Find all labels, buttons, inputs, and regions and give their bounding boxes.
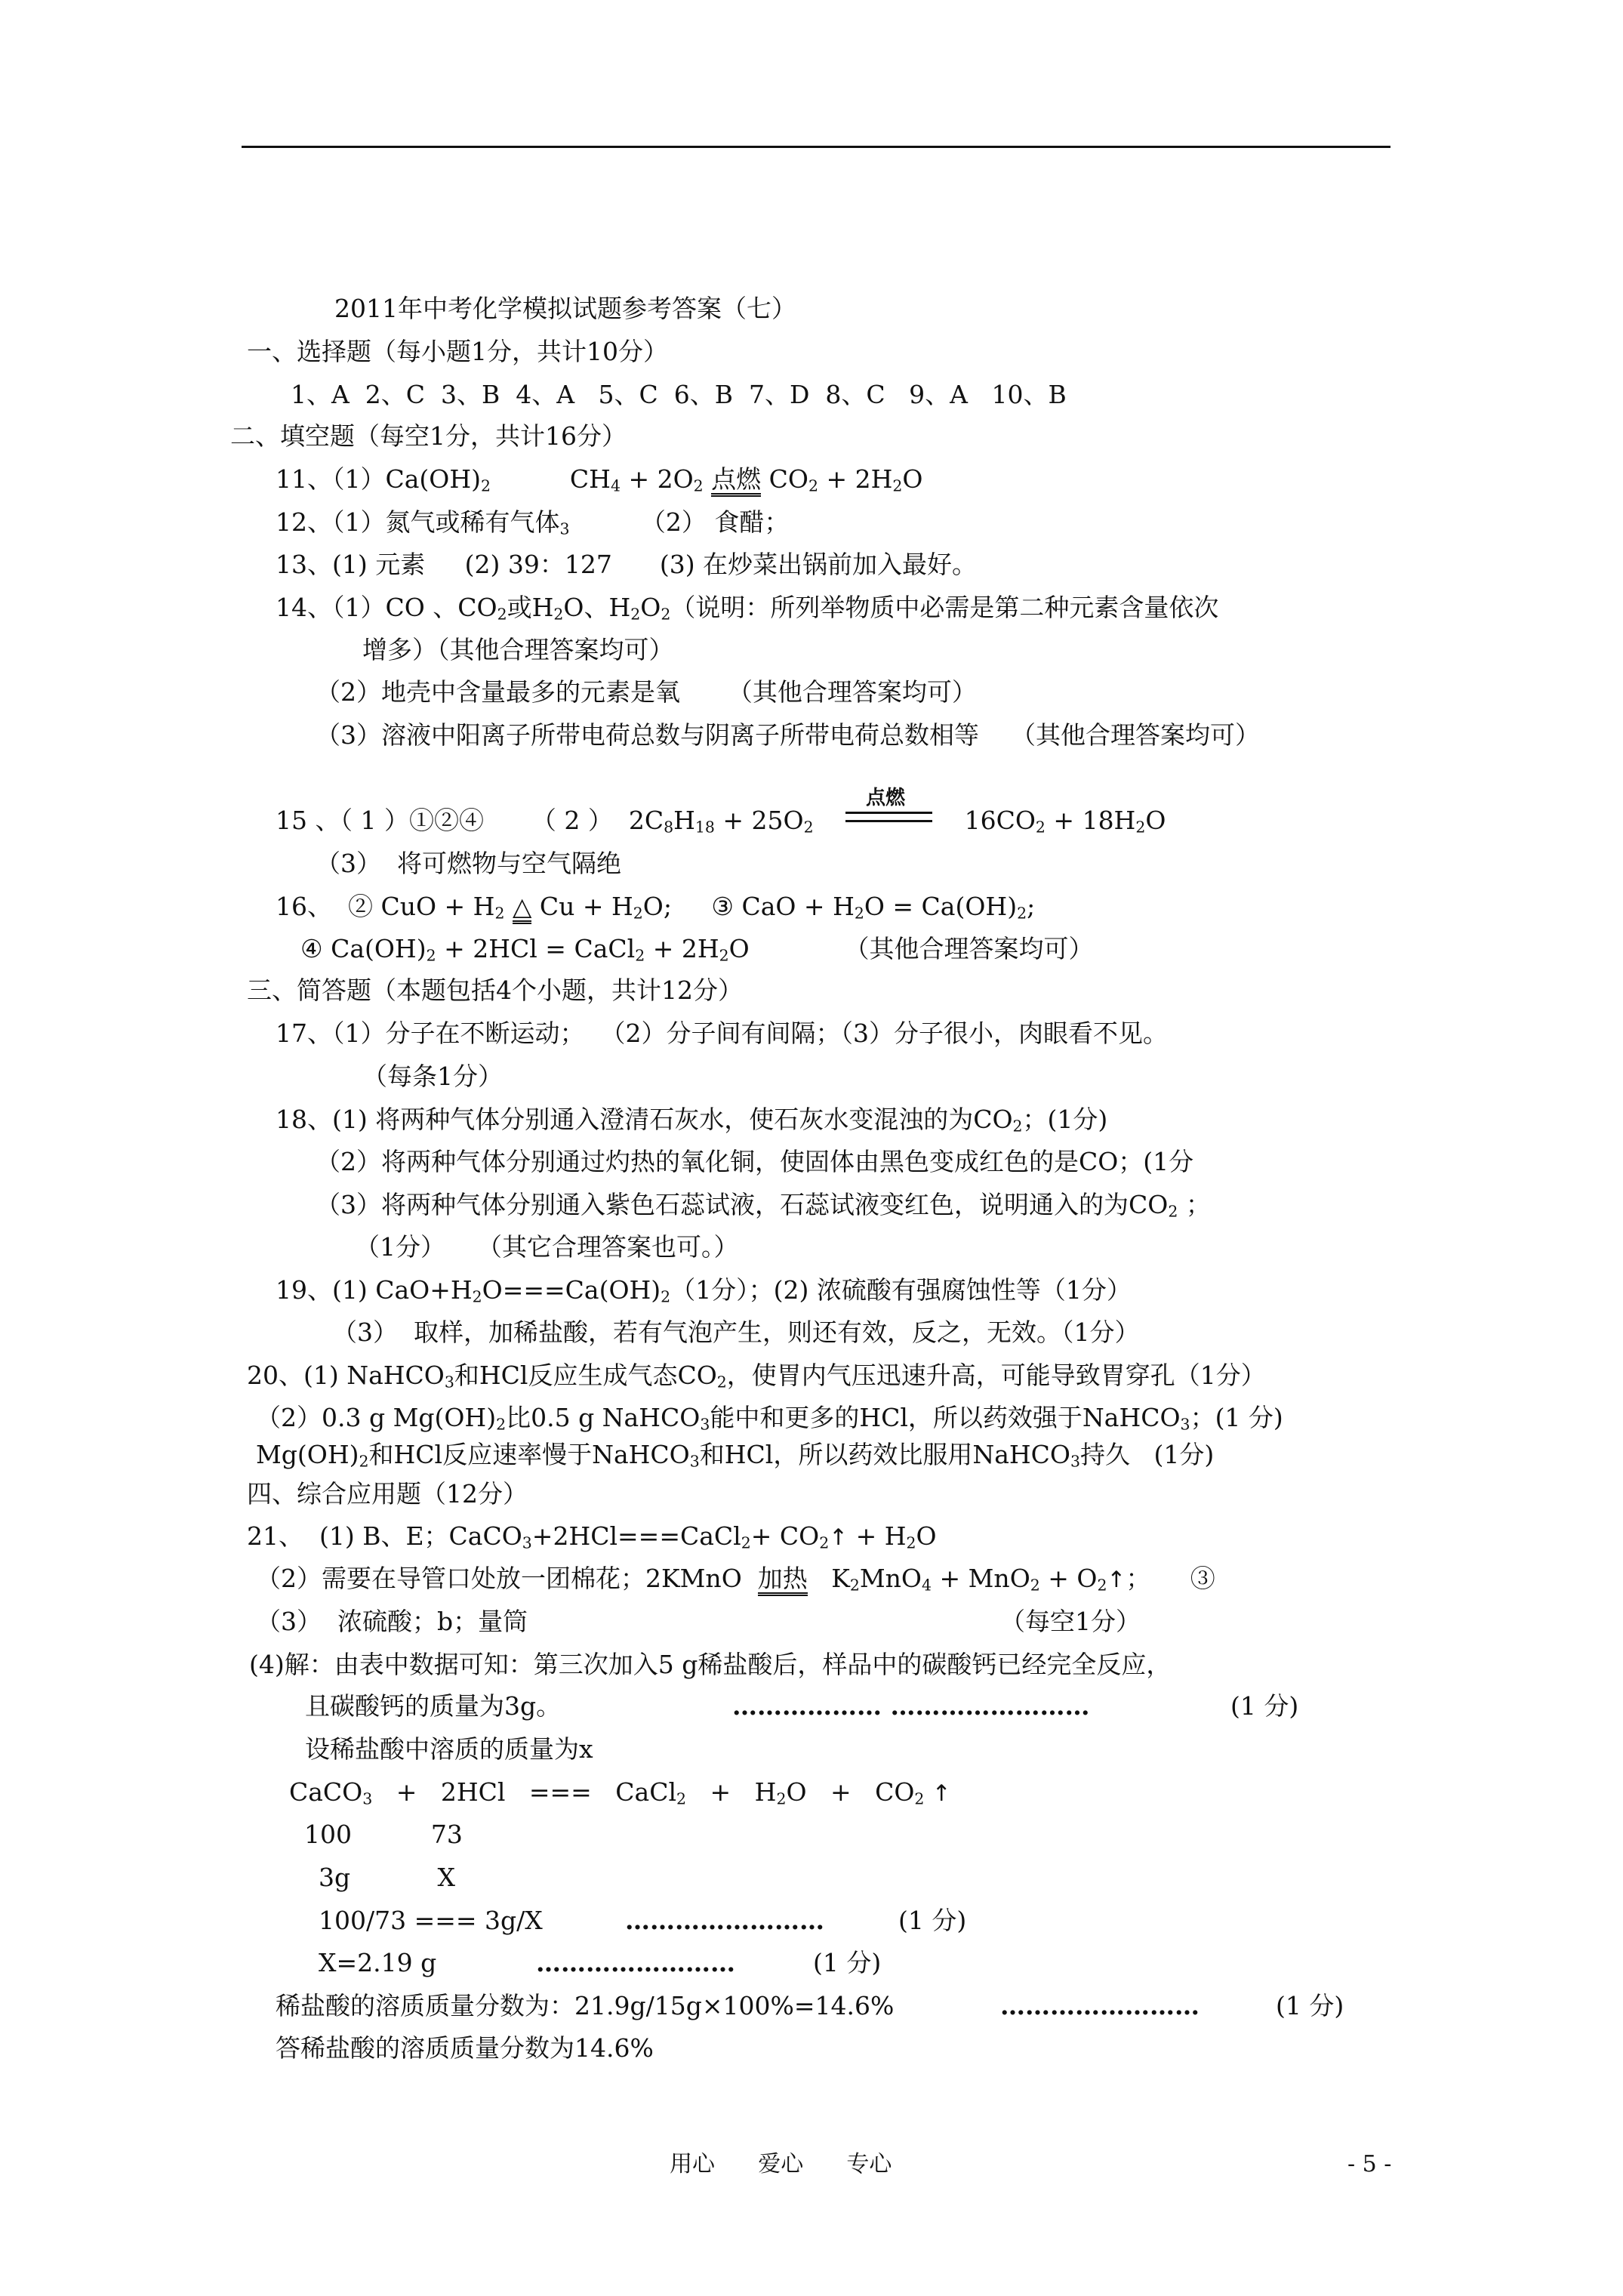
q14-line-1: 14、（1）CO 、$CO_2$或$H_2O$、$H_2O_2$（说明：所列举物质中必需是第二种元素含量依次 [276,593,1219,624]
q12-line: 12、（1）氮气或稀有气体$_3$ （2） 食醋； [276,507,790,538]
q18-line-2: （2）将两种气体分别通过灼热的氧化铜，使固体由黑色变成红色的是CO；(1分 [316,1147,1194,1176]
q21-line-10: 100/73 === 3g/X [319,1906,543,1935]
section-2-heading: 二、填空题（每空1分，共计16分） [230,421,627,451]
q18-line-4: （1分） （其它合理答案也可。） [355,1232,739,1262]
q21-line-5: 且碳酸钙的质量为3g。 [305,1691,562,1721]
q14-line-3: （2）地壳中含量最多的元素是氧 （其他合理答案均可） [316,677,977,707]
q11-line: 11、$(1)Ca(OH)_2$ $CH_4 + 2O_2$ 点燃 $CO_2 + 2H_2O$ [276,467,922,497]
q21-line-5-dots: ……………… …………………… [732,1691,1090,1721]
q21-line-11-dots: …………………… [536,1948,735,1977]
condition-heat: 加热 [758,1566,808,1596]
q18-line-1: 18、(1) 将两种气体分别通入澄清石灰水，使石灰水变混浊的为$CO_2$；(1分) [276,1105,1108,1136]
q19-line-1: 19、(1) $CaO+H_2O===Ca(OH)_2(1$分）；(2) 浓硫酸有强腐蚀性等（1分） [276,1275,1132,1306]
gas-arrow-icon: ↑ [1107,1567,1126,1593]
q21-line-12-score: (1 分) [1276,1991,1344,2020]
q20-line-1: 20、(1) NaHCO$_3$和HCl反应生成气态$CO_2$，使胃内气压迅速升高，可能导致胃穿孔（1分） [247,1361,1266,1391]
header-rule [242,146,1390,148]
q21-line-10-score: (1 分) [898,1906,967,1935]
q21-line-8: 100 73 [304,1820,463,1849]
q13-line: 13、(1) 元素 (2) 39：127 (3) 在炒菜出锅前加入最好。 [276,550,978,579]
q21-line-5-score: (1 分) [1230,1691,1299,1721]
page-number: - 5 - [1347,2151,1392,2177]
q18-line-3: （3）将两种气体分别通入紫色石蕊试液，石蕊试液变红色，说明通入的为$CO_2$ ； [316,1190,1211,1221]
equals-bar-15 [845,812,932,822]
q21-line-9: 3g X [319,1863,456,1892]
gas-arrow-icon: ↑ [932,1780,951,1807]
q16-line-1: 16、 ② CuO + $H_2$ △ $Cu + H_2O$; ③ CaO + $H_2O = Ca(OH)_2$; [276,894,1035,924]
q14-line-4: （3）溶液中阳离子所带电荷总数与阴离子所带电荷总数相等 （其他合理答案均可） [316,720,1260,750]
q15-line-1: 15 、（ 1 ）①②④ （ 2 ） $2C_8H_{18} + 25O_2$ $16CO_2 + 18H_2O$ [276,806,1166,837]
q16-line-2: ④ $Ca(OH)_2 + 2HCl$ = CaCl$_2$ + $2H_2O$ （其他合理答案均可） [300,934,1094,965]
q17-line-1: 17、（1）分子在不断运动； （2）分子间有间隔；（3）分子很小，肉眼看不见。 [276,1019,1168,1048]
q21-line-12: 稀盐酸的溶质质量分数为：21.9g/15g×100%=14.6% [276,1991,895,2020]
q21-line-11-score: (1 分) [813,1948,882,1977]
q21-line-11: X=2.19 g [319,1948,437,1977]
footer-motto: 用心 爱心 专心 [670,2151,892,2177]
q21-equation: CaCO$_3$ + 2HCl === CaCl$_2$ + $H_2O + CO_2$ ↑ [289,1777,951,1808]
condition-heat-triangle: △ [513,894,531,924]
q21-line-3-score: （每空1分） [1000,1607,1141,1636]
q14-line-2: 增多）（其他合理答案均可） [362,635,674,664]
q19-line-2: （3） 取样，加稀盐酸，若有气泡产生，则还有效，反之，无效。（1分） [332,1318,1140,1347]
q21-line-4: (4)解：由表中数据可知：第三次加入5 g稀盐酸后，样品中的碳酸钙已经完全反应， [249,1650,1172,1679]
gas-arrow-icon: ↑ [829,1524,848,1551]
q17-line-2: （每条1分） [362,1062,503,1091]
section-4-heading: 四、综合应用题（12分） [247,1479,528,1509]
page-title: 2011年中考化学模拟试题参考答案（七） [334,294,796,323]
q21-line-12-dots: …………………… [1000,1991,1200,2020]
q20-line-3: $Mg(OH)_2$和HCl反应速率慢于NaHCO$_3$和HCl，所以药效比服用NaHCO$_3$持久 (1分) [256,1440,1215,1471]
q21-line-13: 答稀盐酸的溶质质量分数为14.6% [276,2033,654,2063]
section-1-heading: 一、选择题（每小题1分，共计10分） [247,337,668,366]
section-1-answers: 1、A 2、C 3、B 4、A 5、C 6、B 7、D 8、C 9、A 10、B [291,380,1067,409]
q15-line-2: （3） 将可燃物与空气隔绝 [316,849,621,878]
q21-line-6: 设稀盐酸中溶质的质量为x [305,1734,593,1764]
q21-line-1: 21、 (1) B、E；CaCO$_3$+2HCl===CaCl$_2$+ $CO_2↑ + H_2O$ [247,1521,937,1552]
q20-line-2: （2）0.3 g $Mg(OH)_2$比0.5 g NaHCO$_3$能中和更多的HCl，所以药效强于NaHCO$_3$；(1 分) [256,1403,1283,1434]
q21-line-10-dots: …………………… [625,1906,824,1935]
condition-ignite-15: 点燃 [866,787,906,809]
section-3-heading: 三、简答题（本题包括4个小题，共计12分） [247,975,743,1005]
condition-ignite: 点燃 [711,467,761,497]
q21-line-2: （2）需要在导管口处放一团棉花；2KMnO 加热 $K_2MnO_4 + MnO_2$ + $O_2↑$； ③ [256,1566,1215,1596]
q21-line-3: （3） 浓硫酸；b；量筒 [256,1607,528,1636]
